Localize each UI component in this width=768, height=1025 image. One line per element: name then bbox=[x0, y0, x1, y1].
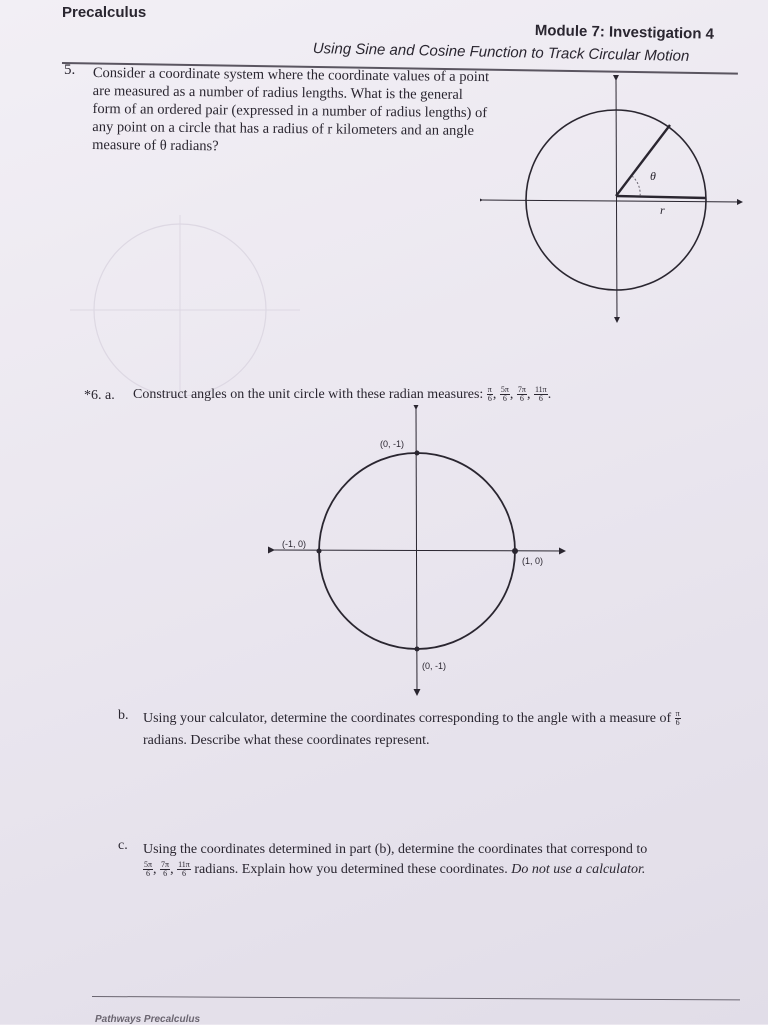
fraction-5pi-over-6: $\frac{5\pi}{6}$ bbox=[500, 385, 509, 403]
module-heading: Module 7: Investigation 4 bbox=[534, 22, 715, 43]
fraction-7pi-over-6: $\frac{7\pi}{6}$ bbox=[161, 860, 170, 878]
question-6b-text bbox=[143, 708, 743, 752]
fraction-7pi-over-6: $\frac{7\pi}{6}$ bbox=[517, 385, 526, 403]
footer-divider bbox=[92, 996, 740, 1000]
question-6c-prompt: Using the coordinates determined in part (b), determine the coordinates that correspond to bbox=[143, 842, 648, 857]
unit-circle-diagram bbox=[260, 405, 580, 705]
label-bottom: (0, -1) bbox=[422, 661, 447, 671]
question-5-number: 5. bbox=[64, 62, 76, 78]
question-6a-number: *6. a. bbox=[84, 388, 115, 403]
label-left: (-1, 0) bbox=[282, 539, 307, 549]
label-right: (1, 0) bbox=[522, 556, 544, 566]
radius-angle-diagram bbox=[480, 70, 750, 330]
fraction-pi-over-6: $\frac{\pi}{6}$ bbox=[675, 709, 680, 727]
subject-heading: Precalculus bbox=[62, 4, 147, 21]
question-6a-text: Construct angles on the unit circle with these radian measures: $\frac{\pi}{6}$ , $\frac{5\pi}{6}$ , $\frac{7\pi}{6}$ , $\frac{11\pi}{6}$ . bbox=[133, 385, 552, 403]
question-6b-prompt: Using your calculator, determine the coordinates corresponding to the angle with a measure of bbox=[143, 711, 672, 726]
label-top: (0, -1) bbox=[380, 439, 405, 449]
question-6c-label: c. bbox=[118, 838, 128, 853]
theta-label: θ bbox=[650, 169, 656, 183]
fraction-11pi-over-6: $\frac{11\pi}{6}$ bbox=[534, 385, 547, 403]
fraction-pi-over-6: $\frac{\pi}{6}$ bbox=[487, 385, 492, 403]
x-axis bbox=[482, 200, 742, 202]
question-6c-instruction: radians. Explain how you determined these coordinates. bbox=[194, 862, 508, 877]
investigation-title: Using Sine and Cosine Function to Track Circular Motion bbox=[312, 40, 690, 65]
fraction-11pi-over-6: $\frac{11\pi}{6}$ bbox=[178, 860, 190, 878]
point-right bbox=[512, 548, 518, 554]
question-6c-text: Using the coordinates determined in part (b), determine the coordinates that correspond to $\frac{5\pi}{6}$ , $\frac{7\pi}{6}$ , $\frac{11\pi}{6}$ radians. Explain how you determined these coordinates. Do not use a calculator. bbox=[143, 842, 648, 878]
question-5-text: Consider a coordinate system where the coordinate values of a point are measured as a number of radius lengths. What is the general form of an ordered pair (expressed in a number of radius lengths) of any point on a circle that has a radius of r kilometers and an angle measure of θ radians? bbox=[92, 64, 490, 155]
angle-arc bbox=[632, 176, 640, 197]
radius-line-horizontal bbox=[616, 196, 706, 198]
question-6b-label: b. bbox=[118, 708, 129, 723]
point-top bbox=[415, 451, 420, 456]
radius-line-angled bbox=[616, 125, 670, 196]
fraction-5pi-over-6: $\frac{5\pi}{6}$ bbox=[144, 860, 153, 878]
r-label: r bbox=[660, 203, 665, 217]
footer-text: Pathways Precalculus bbox=[95, 1014, 201, 1025]
question-6b-continuation: radians. Describe what these coordinates represent. bbox=[143, 733, 430, 748]
point-left bbox=[317, 549, 322, 554]
point-bottom bbox=[415, 647, 420, 652]
y-axis bbox=[616, 80, 617, 322]
question-6a-prompt: Construct angles on the unit circle with these radian measures: bbox=[133, 387, 484, 402]
question-6c-emphasis: Do not use a calculator. bbox=[511, 862, 646, 877]
bleed-through-graphic bbox=[40, 200, 320, 400]
